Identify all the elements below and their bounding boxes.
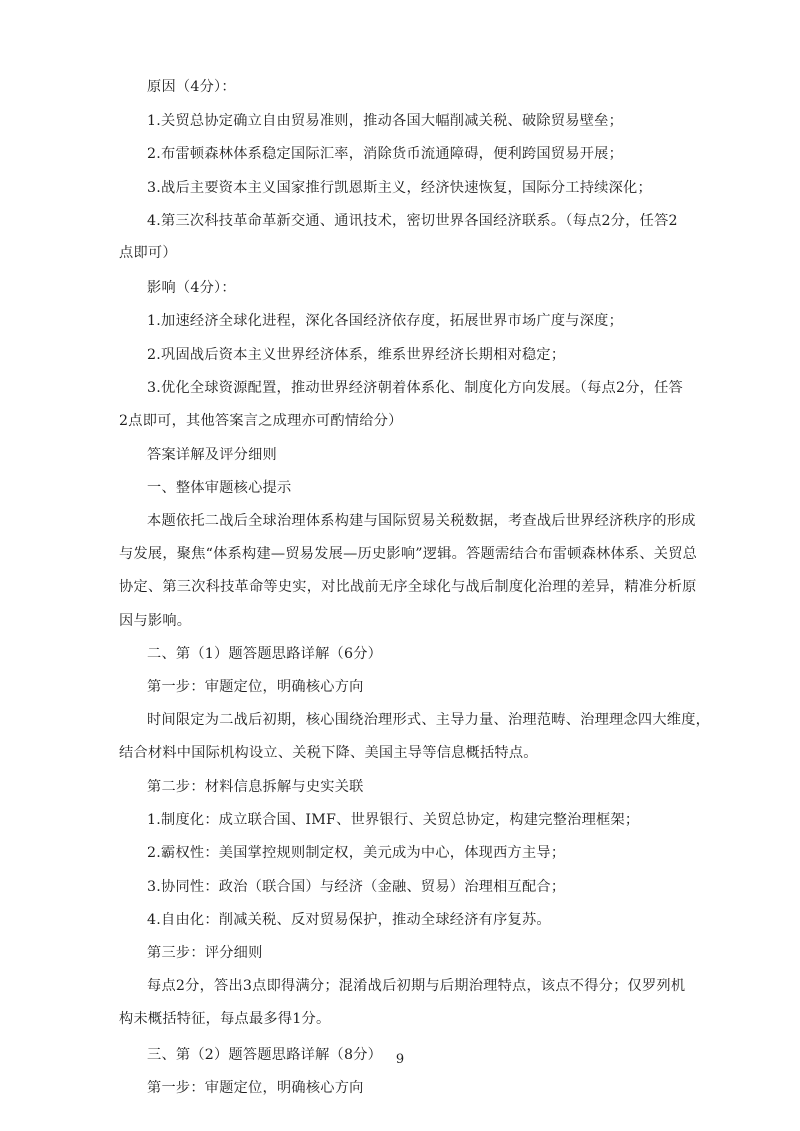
text-line: 2.霸权性：美国掌控规则制定权，美元成为中心，体现西方主导； <box>147 845 566 861</box>
text-line: 2.布雷顿森林体系稳定国际汇率，消除货币流通障碍，便利跨国贸易开展； <box>147 146 624 162</box>
text-line: 2.巩固战后资本主义世界经济体系，维系世界经济长期相对稳定； <box>147 347 566 363</box>
text-line: 4.自由化：削减关税、反对贸易保护，推动全球经济有序复苏。 <box>147 912 551 928</box>
text-line: 1.关贸总协定确立自由贸易准则，推动各国大幅削减关税、破除贸易壁垒； <box>147 113 624 129</box>
text-line: 时间限定为二战后初期，核心围绕治理形式、主导力量、治理范畴、治理理念四大维度， <box>147 712 711 728</box>
text-line: 1.制度化：成立联合国、IMF、世界银行、关贸总协定，构建完整治理框架； <box>147 812 640 828</box>
text-line: 第一步：审题定位，明确核心方向 <box>147 1080 364 1096</box>
text-line: 原因（4分）： <box>147 79 236 95</box>
text-line: 与发展，聚焦“体系构建—贸易发展—历史影响”逻辑。答题需结合布雷顿森林体系、关贸总 <box>119 546 698 562</box>
text-line: 3.战后主要资本主义国家推行凯恩斯主义，经济快速恢复，国际分工持续深化； <box>147 180 652 196</box>
text-line: 2点即可，其他答案言之成理亦可酌情给分） <box>119 413 403 429</box>
text-line: 4.第三次科技革命革新交通、通讯技术，密切世界各国经济联系。（每点2分，任答2 <box>147 213 678 229</box>
text-line: 二、第（1）题答题思路详解（6分） <box>147 646 383 662</box>
text-line: 因与影响。 <box>119 613 192 629</box>
text-line: 本题依托二战后全球治理体系构建与国际贸易关税数据，考查战后世界经济秩序的形成 <box>147 513 696 529</box>
text-line: 影响（4分）： <box>147 280 236 296</box>
text-line: 3.优化全球资源配置，推动世界经济朝着体系化、制度化方向发展。（每点2分，任答 <box>147 380 683 396</box>
text-line: 第三步：评分细则 <box>147 945 263 961</box>
text-line: 一、整体审题核心提示 <box>147 480 292 496</box>
text-line: 第一步：审题定位，明确核心方向 <box>147 679 364 695</box>
page-number: 9 <box>395 1052 405 1067</box>
text-line: 第二步：材料信息拆解与史实关联 <box>147 779 364 795</box>
text-line: 协定、第三次科技革命等史实，对比战前无序全球化与战后制度化治理的差异，精准分析原 <box>119 579 697 595</box>
text-line: 构未概括特征，每点最多得1分。 <box>119 1011 331 1027</box>
text-line: 三、第（2）题答题思路详解（8分） <box>147 1047 383 1063</box>
text-line: 每点2分，答出3点即得满分；混淆战后初期与后期治理特点，该点不得分；仅罗列机 <box>147 978 686 994</box>
text-line: 结合材料中国际机构设立、关税下降、美国主导等信息概括特点。 <box>119 745 538 761</box>
text-line: 3.协同性：政治（联合国）与经济（金融、贸易）治理相互配合； <box>147 879 566 895</box>
text-line: 答案详解及评分细则 <box>147 447 277 463</box>
text-line: 点即可） <box>119 245 177 261</box>
text-line: 1.加速经济全球化进程，深化各国经济依存度，拓展世界市场广度与深度； <box>147 313 624 329</box>
